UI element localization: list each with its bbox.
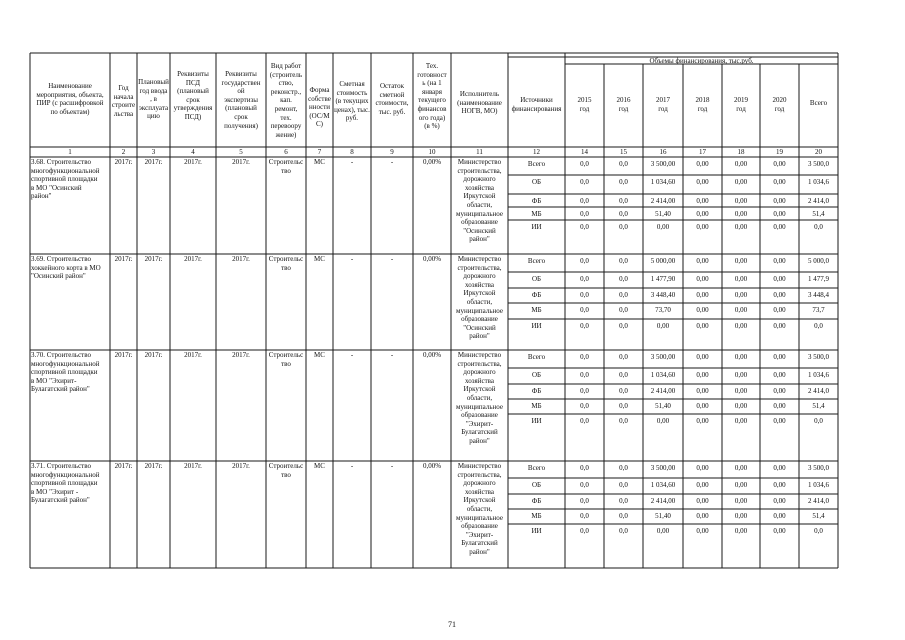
- row-estimate: -: [350, 255, 354, 263]
- column-number: 3: [151, 148, 156, 156]
- column-number: 5: [239, 148, 243, 156]
- financing-value: 0,00: [773, 371, 786, 379]
- financing-value: 3 500,00: [650, 353, 676, 361]
- financing-value: 0,00: [734, 210, 748, 218]
- financing-value: 0,00: [734, 481, 748, 489]
- financing-source: МБ: [531, 512, 542, 520]
- financing-value: 0,0: [580, 512, 589, 520]
- financing-value: 0,0: [619, 402, 628, 410]
- financing-source: ОБ: [531, 275, 542, 283]
- row-executor: Министерство строительства, дорожного хозяйства Иркутской области, муниципальное образование "Осинский район": [456, 158, 503, 244]
- column-number: 18: [737, 148, 745, 156]
- row-psd: 2017г.: [184, 351, 202, 359]
- financing-value: 3 448,40: [650, 291, 676, 299]
- financing-value: 0,00: [773, 223, 786, 231]
- financing-value: 0,0: [619, 322, 628, 330]
- financing-value: 0,00: [773, 527, 786, 535]
- financing-value: 0,00: [696, 210, 709, 218]
- financing-source: ФБ: [531, 497, 542, 505]
- financing-value: 0,00: [773, 387, 786, 395]
- financing-value: 0,00: [656, 417, 670, 425]
- column-number: 10: [428, 148, 436, 156]
- financing-value: 0,0: [619, 417, 628, 425]
- financing-value: 73,7: [812, 306, 825, 314]
- financing-value: 0,00: [734, 306, 748, 314]
- row-readiness: 0,00%: [422, 351, 442, 359]
- header-col-name: Наименование мероприятия, объекта, ПИР (с расшифровкой по объектам): [36, 82, 104, 116]
- row-year-plan: 2017г.: [144, 255, 163, 263]
- header-year-5: 2020 год: [772, 96, 787, 113]
- financing-value: 0,00: [696, 223, 709, 231]
- financing-value: 2 414,00: [650, 387, 676, 395]
- financing-value: 0,0: [619, 291, 628, 299]
- column-number: 2: [121, 148, 126, 156]
- financing-value: 0,0: [619, 257, 628, 265]
- financing-source: Всего: [527, 353, 546, 361]
- financing-value: 0,00: [734, 223, 748, 231]
- column-number: 19: [776, 148, 783, 156]
- header-col-year-start: Год начала строите льства: [111, 84, 136, 118]
- financing-value: 0,00: [734, 417, 748, 425]
- financing-value: 5 000,00: [650, 257, 676, 265]
- financing-value: 0,00: [696, 387, 709, 395]
- financing-value: 0,00: [734, 178, 748, 186]
- financing-source: МБ: [531, 306, 542, 314]
- financing-value: 0,00: [696, 353, 709, 361]
- row-year-plan: 2017г.: [144, 351, 163, 359]
- financing-source: ОБ: [531, 371, 542, 379]
- financing-value: 0,0: [580, 527, 589, 535]
- row-psd: 2017г.: [184, 255, 202, 263]
- financing-value: 0,00: [734, 387, 748, 395]
- financing-value: 0,0: [619, 527, 628, 535]
- header-col-expertise: Реквизиты государствен ой экспертизы (плановый срок получения): [221, 70, 261, 130]
- financing-value: 0,00: [734, 402, 748, 410]
- row-work-type: Строительс тво: [268, 351, 304, 368]
- row-readiness: 0,00%: [422, 255, 442, 263]
- row-name: 3.69. Строительство хоккейного корта в МО "Осинский район": [31, 255, 101, 281]
- financing-value: 0,0: [580, 275, 589, 283]
- header-year-4: 2019 год: [734, 96, 748, 113]
- financing-value: 0,00: [773, 210, 786, 218]
- header-col-psd: Реквизиты ПСД (плановый срок утверждения ПСД): [173, 70, 213, 121]
- financing-source: ИИ: [531, 322, 542, 330]
- financing-value: 3 500,0: [808, 160, 829, 168]
- financing-value: 51,40: [655, 512, 671, 520]
- column-number: 17: [699, 148, 706, 156]
- row-ownership: МС: [314, 462, 325, 470]
- financing-value: 3 448,4: [808, 291, 829, 299]
- financing-value: 0,0: [814, 527, 823, 535]
- financing-value: 0,00: [773, 512, 786, 520]
- financing-value: 0,0: [619, 275, 628, 283]
- row-estimate: -: [350, 462, 354, 470]
- row-executor: Министерство строительства, дорожного хозяйства Иркутской области, муниципальное образование "Эхирит- Булагатский район": [456, 351, 503, 445]
- row-name: 3.68. Строительство многофункциональной спортивной площадки в МО "Осинский район": [31, 158, 100, 201]
- financing-value: 1 034,60: [650, 481, 676, 489]
- financing-value: 0,0: [580, 353, 589, 361]
- column-number: 8: [350, 148, 354, 156]
- financing-value: 0,0: [619, 464, 628, 472]
- financing-value: 0,00: [734, 160, 748, 168]
- financing-value: 0,00: [696, 497, 709, 505]
- financing-source: ИИ: [531, 223, 542, 231]
- row-readiness: 0,00%: [422, 158, 442, 166]
- financing-value: 3 500,00: [650, 160, 676, 168]
- financing-value: 0,00: [773, 497, 786, 505]
- financing-value: 2 414,00: [650, 197, 676, 205]
- row-expertise: 2017г.: [232, 255, 250, 263]
- financing-value: 1 034,6: [808, 371, 829, 379]
- row-psd: 2017г.: [184, 462, 202, 470]
- column-number: 20: [815, 148, 822, 156]
- financing-value: 0,00: [773, 257, 786, 265]
- financing-value: 0,0: [580, 160, 589, 168]
- financing-value: 0,00: [696, 512, 709, 520]
- financing-value: 0,0: [814, 223, 823, 231]
- financing-value: 2 414,0: [808, 497, 829, 505]
- column-number: 9: [390, 148, 394, 156]
- header-col-remain: Остаток сметной стоимости, тыс. руб.: [375, 82, 409, 116]
- column-number: 4: [191, 148, 195, 156]
- row-work-type: Строительс тво: [268, 158, 304, 175]
- financing-value: 0,00: [734, 497, 748, 505]
- row-work-type: Строительс тво: [268, 255, 304, 272]
- row-year-start: 2017г.: [114, 351, 133, 359]
- row-year-plan: 2017г.: [144, 158, 163, 166]
- financing-value: 0,0: [619, 223, 628, 231]
- financing-value: 3 500,00: [650, 464, 676, 472]
- page-number: 71: [448, 621, 456, 629]
- financing-value: 0,0: [580, 257, 589, 265]
- row-estimate: -: [350, 158, 354, 166]
- financing-value: 0,00: [773, 322, 786, 330]
- financing-value: 0,00: [773, 178, 786, 186]
- financing-value: 0,0: [619, 353, 628, 361]
- column-number: 6: [284, 148, 288, 156]
- financing-source: МБ: [531, 402, 542, 410]
- financing-value: 0,0: [580, 178, 589, 186]
- financing-value: 0,0: [814, 417, 823, 425]
- header-col-estimate: Сметная стоимость (в текущих ценах), тыс. руб.: [334, 80, 370, 123]
- financing-value: 0,00: [773, 353, 786, 361]
- row-expertise: 2017г.: [232, 158, 250, 166]
- financing-value: 0,0: [580, 402, 589, 410]
- financing-value: 0,00: [696, 291, 709, 299]
- financing-value: 0,00: [696, 257, 709, 265]
- financing-value: 1 477,9: [808, 275, 829, 283]
- row-estimate: -: [350, 351, 354, 359]
- financing-value: 0,0: [619, 178, 628, 186]
- column-number: 14: [581, 148, 588, 156]
- financing-value: 0,00: [696, 275, 709, 283]
- financing-source: Всего: [527, 257, 546, 265]
- financing-value: 0,00: [773, 160, 786, 168]
- financing-value: 0,0: [580, 291, 589, 299]
- financing-value: 0,0: [580, 306, 589, 314]
- column-number: 11: [476, 148, 483, 156]
- row-remain: -: [390, 255, 394, 263]
- financing-value: 0,0: [619, 306, 628, 314]
- financing-value: 0,00: [773, 481, 786, 489]
- row-remain: -: [390, 158, 394, 166]
- financing-source: Всего: [527, 160, 546, 168]
- financing-value: 0,00: [696, 306, 709, 314]
- row-remain: -: [390, 462, 394, 470]
- financing-value: 0,0: [619, 371, 628, 379]
- header-year-0: 2015 год: [577, 96, 592, 113]
- financing-value: 0,0: [580, 387, 589, 395]
- financing-value: 1 477,90: [650, 275, 676, 283]
- financing-source: МБ: [531, 210, 542, 218]
- financing-value: 0,00: [773, 402, 786, 410]
- financing-value: 0,00: [696, 197, 709, 205]
- financing-value: 0,0: [619, 197, 628, 205]
- financing-value: 1 034,6: [808, 178, 829, 186]
- financing-value: 0,00: [734, 291, 748, 299]
- row-ownership: МС: [314, 158, 325, 166]
- financing-value: 0,00: [734, 257, 748, 265]
- header-year-3: 2018 год: [695, 96, 710, 113]
- financing-value: 0,0: [580, 464, 589, 472]
- row-ownership: МС: [314, 351, 325, 359]
- financing-value: 0,0: [580, 223, 589, 231]
- financing-value: 0,0: [580, 197, 589, 205]
- row-executor: Министерство строительства, дорожного хозяйства Иркутской области, муниципальное образование "Эхирит- Булагатский район": [456, 462, 503, 556]
- financing-value: 0,00: [734, 527, 748, 535]
- financing-title: Объемы финансирования, тыс.руб.: [649, 56, 754, 64]
- header-year-6: Всего: [809, 99, 828, 107]
- financing-value: 51,40: [655, 402, 671, 410]
- financing-value: 0,00: [696, 178, 709, 186]
- financing-value: 0,0: [580, 210, 589, 218]
- financing-source: ОБ: [531, 178, 542, 186]
- financing-value: 1 034,60: [650, 178, 676, 186]
- financing-value: 0,00: [773, 197, 786, 205]
- financing-value: 0,0: [619, 481, 628, 489]
- financing-value: 0,00: [656, 322, 670, 330]
- financing-value: 0,00: [734, 512, 748, 520]
- header-col-year-plan: Плановый год ввода , в эксплуата цию: [138, 78, 169, 121]
- row-work-type: Строительс тво: [268, 462, 304, 479]
- header-year-1: 2016 год: [616, 96, 631, 113]
- financing-value: 0,00: [734, 322, 748, 330]
- financing-value: 3 500,0: [808, 464, 829, 472]
- column-number: 15: [620, 148, 627, 156]
- financing-value: 1 034,6: [808, 481, 829, 489]
- financing-value: 0,00: [734, 353, 748, 361]
- financing-value: 0,00: [696, 464, 709, 472]
- financing-value: 0,0: [619, 387, 628, 395]
- financing-value: 73,70: [655, 306, 671, 314]
- row-year-start: 2017г.: [114, 462, 133, 470]
- financing-value: 0,0: [580, 497, 589, 505]
- financing-source: ОБ: [531, 481, 542, 489]
- financing-value: 0,00: [656, 527, 670, 535]
- row-readiness: 0,00%: [422, 462, 442, 470]
- row-year-plan: 2017г.: [144, 462, 163, 470]
- financing-value: 0,00: [773, 291, 786, 299]
- financing-value: 5 000,0: [808, 257, 829, 265]
- financing-source: ФБ: [531, 387, 542, 395]
- financing-source: ИИ: [531, 417, 542, 425]
- financing-value: 0,00: [773, 417, 786, 425]
- financing-source: ФБ: [531, 291, 542, 299]
- financing-value: 51,4: [812, 210, 825, 218]
- financing-value: 0,00: [696, 160, 709, 168]
- financing-value: 0,0: [580, 481, 589, 489]
- header-col-sources: Источники финансирования: [511, 96, 562, 113]
- row-year-start: 2017г.: [114, 255, 133, 263]
- financing-value: 0,0: [619, 512, 628, 520]
- financing-value: 0,00: [773, 306, 786, 314]
- financing-value: 0,0: [814, 322, 823, 330]
- financing-value: 0,0: [619, 497, 628, 505]
- financing-value: 0,00: [696, 527, 709, 535]
- column-number: 1: [68, 148, 72, 156]
- financing-value: 0,00: [734, 464, 748, 472]
- column-number: 7: [317, 148, 322, 156]
- row-expertise: 2017г.: [232, 462, 250, 470]
- financing-value: 0,00: [734, 197, 748, 205]
- row-name: 3.71. Строительство многофункциональной спортивной площадки в МО "Эхирит - Булагатский район": [31, 462, 100, 505]
- financing-value: 0,00: [734, 275, 748, 283]
- row-executor: Министерство строительства, дорожного хозяйства Иркутской области, муниципальное образование "Осинский район": [456, 255, 503, 341]
- header-col-ownership: Форма собстве нности (ОС/М С): [308, 86, 331, 129]
- financing-value: 51,40: [655, 210, 671, 218]
- row-expertise: 2017г.: [232, 351, 250, 359]
- financing-value: 0,0: [580, 371, 589, 379]
- financing-value: 0,00: [656, 223, 670, 231]
- financing-value: 0,0: [619, 160, 628, 168]
- financing-value: 0,0: [580, 417, 589, 425]
- row-year-start: 2017г.: [114, 158, 133, 166]
- financing-value: 0,00: [773, 275, 786, 283]
- financing-value: 0,00: [773, 464, 786, 472]
- financing-value: 0,00: [696, 322, 709, 330]
- financing-value: 0,00: [696, 371, 709, 379]
- financing-value: 0,0: [580, 322, 589, 330]
- financing-value: 51,4: [812, 512, 825, 520]
- financing-value: 0,0: [619, 210, 628, 218]
- header-col-executor: Исполнитель (наименование НОГВ, МО): [457, 90, 502, 116]
- financing-value: 0,00: [696, 481, 709, 489]
- financing-value: 0,00: [696, 417, 709, 425]
- financing-source: Всего: [527, 464, 546, 472]
- header-col-work-type: Вид работ (строитель ство, реконстр., кап. ремонт, тех. перевоору жение): [269, 62, 303, 139]
- financing-value: 1 034,60: [650, 371, 676, 379]
- header-year-2: 2017 год: [656, 96, 670, 113]
- financing-value: 2 414,00: [650, 497, 676, 505]
- financing-value: 2 414,0: [808, 387, 829, 395]
- column-number: 12: [533, 148, 540, 156]
- column-number: 16: [659, 148, 667, 156]
- row-name: 3.70. Строительство многофункциональной спортивной площадки в МО "Эхирит- Булагатский район": [31, 351, 100, 394]
- row-ownership: МС: [314, 255, 325, 263]
- financing-value: 51,4: [812, 402, 825, 410]
- financing-value: 0,00: [696, 402, 709, 410]
- financing-source: ИИ: [531, 527, 542, 535]
- financing-value: 3 500,0: [808, 353, 829, 361]
- financing-value: 2 414,0: [808, 197, 829, 205]
- row-psd: 2017г.: [184, 158, 202, 166]
- financing-value: 0,00: [734, 371, 748, 379]
- financing-source: ФБ: [531, 197, 542, 205]
- row-remain: -: [390, 351, 394, 359]
- header-col-readiness: Тех. готовност ь (на 1 января текущего финансов ого года) (в %): [417, 62, 447, 131]
